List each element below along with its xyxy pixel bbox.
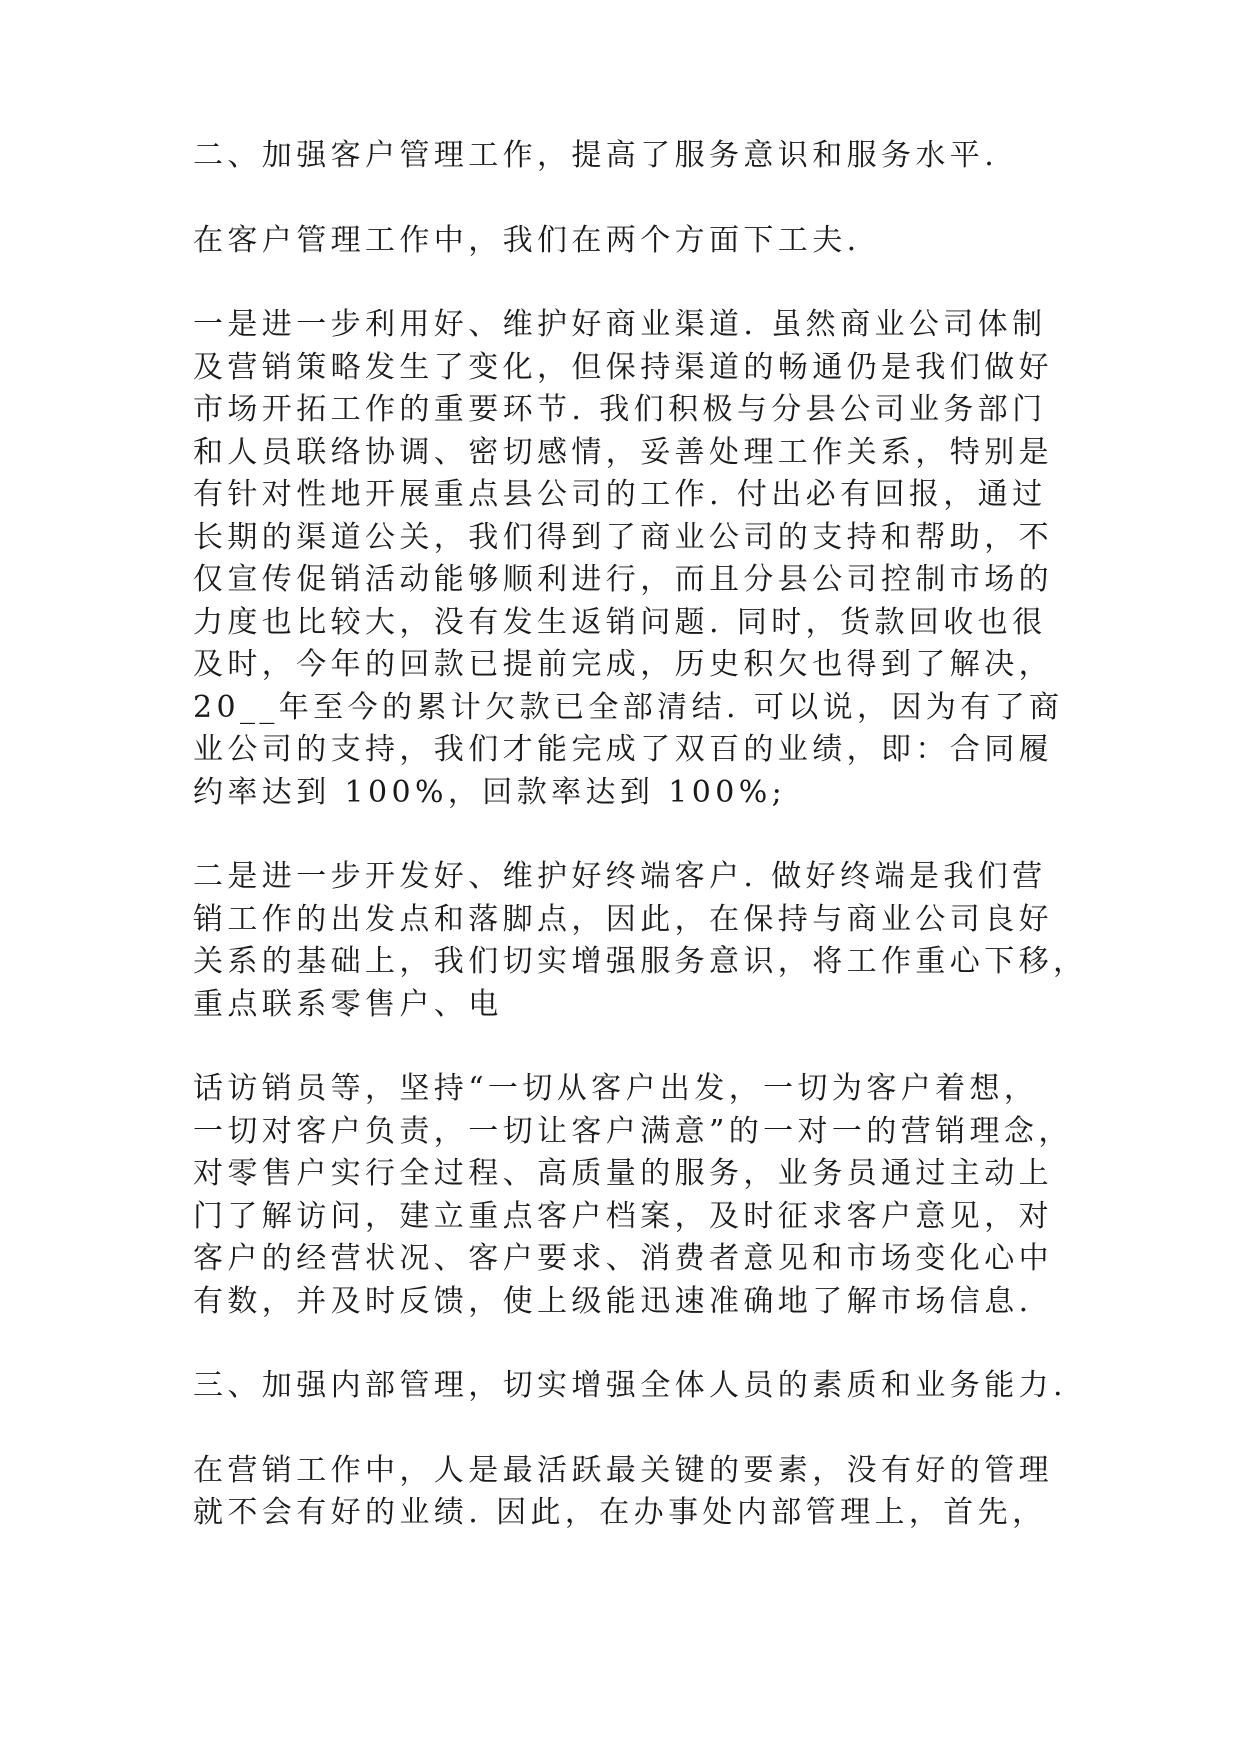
text-line: 力度也比较大，没有发生返销问题. 同时，货款回收也很 [193,604,1047,640]
paragraph-intro [193,220,1053,263]
text-line: 门了解访问，建立重点客户档案，及时征求客户意见，对 [193,1198,1053,1234]
paragraph-internal-management [193,1450,1053,1535]
text-line: 及时，今年的回款已提前完成，历史积欠也得到了解决， [193,647,1053,682]
text-line: 约率达到 100%，回款率达到 100%; [193,774,787,810]
text-line: 有数，并及时反馈，使上级能迅速准确地了解市场信息. [193,1283,1033,1319]
text-line: 二、加强客户管理工作，提高了服务意识和服务水平. [193,138,999,173]
text-line: 对零售户实行全过程、高质量的服务，业务员通过主动上 [193,1156,1053,1191]
text-line: 及营销策略发生了变化，但保持渠道的畅通仍是我们做好 [193,349,1053,385]
paragraph-terminal-customers [193,856,1088,1026]
document-page [193,135,1088,1577]
paragraph-heading-3 [193,1365,1067,1408]
text-line: 二是进一步开发好、维护好终端客户. 做好终端是我们营 [193,859,1047,894]
text-line: 有针对性地开展重点县公司的工作. 付出必有回报，通过 [193,477,1047,512]
text-line: 一切对客户负责，一切让客户满意”的一对一的营销理念， [193,1113,1073,1149]
paragraph-heading-2 [193,135,1053,178]
text-line: 话访销员等，坚持“一切从客户出发，一切为客户着想， [193,1071,1039,1106]
text-line: 长期的渠道公关，我们得到了商业公司的支持和帮助，不 [193,519,1053,555]
text-line: 客户的经营状况、客户要求、消费者意见和市场变化心中 [193,1241,1053,1276]
text-line: 三、加强内部管理，切实增强全体人员的素质和业务能力. [193,1368,1067,1403]
text-line: 业公司的支持，我们才能完成了双百的业绩，即：合同履 [193,732,1053,767]
text-line: 仅宣传促销活动能够顺利进行，而且分县公司控制市场的 [193,562,1053,597]
paragraph-customer-service [193,1068,1073,1323]
text-line: 一是进一步利用好、维护好商业渠道. 虽然商业公司体制 [193,307,1047,342]
text-line: 在客户管理工作中，我们在两个方面下工夫. [193,222,861,258]
paragraph-commercial-channels [193,304,1064,814]
text-line: 在营销工作中，人是最活跃最关键的要素，没有好的管理 [193,1452,1053,1488]
text-line: 市场开拓工作的重要环节. 我们积极与分县公司业务部门 [193,392,1047,427]
text-line: 20__年至今的累计欠款已全部清结. 可以说，因为有了商 [193,689,1064,725]
text-line: 关系的基础上，我们切实增强服务意识，将工作重心下移， [193,944,1088,979]
text-line: 和人员联络协调、密切感情，妥善处理工作关系，特别是 [193,434,1053,470]
text-line: 就不会有好的业绩. 因此，在办事处内部管理上，首先， [193,1495,1047,1530]
text-line: 重点联系零售户、电 [193,986,503,1022]
text-line: 销工作的出发点和落脚点，因此，在保持与商业公司良好 [193,901,1053,937]
